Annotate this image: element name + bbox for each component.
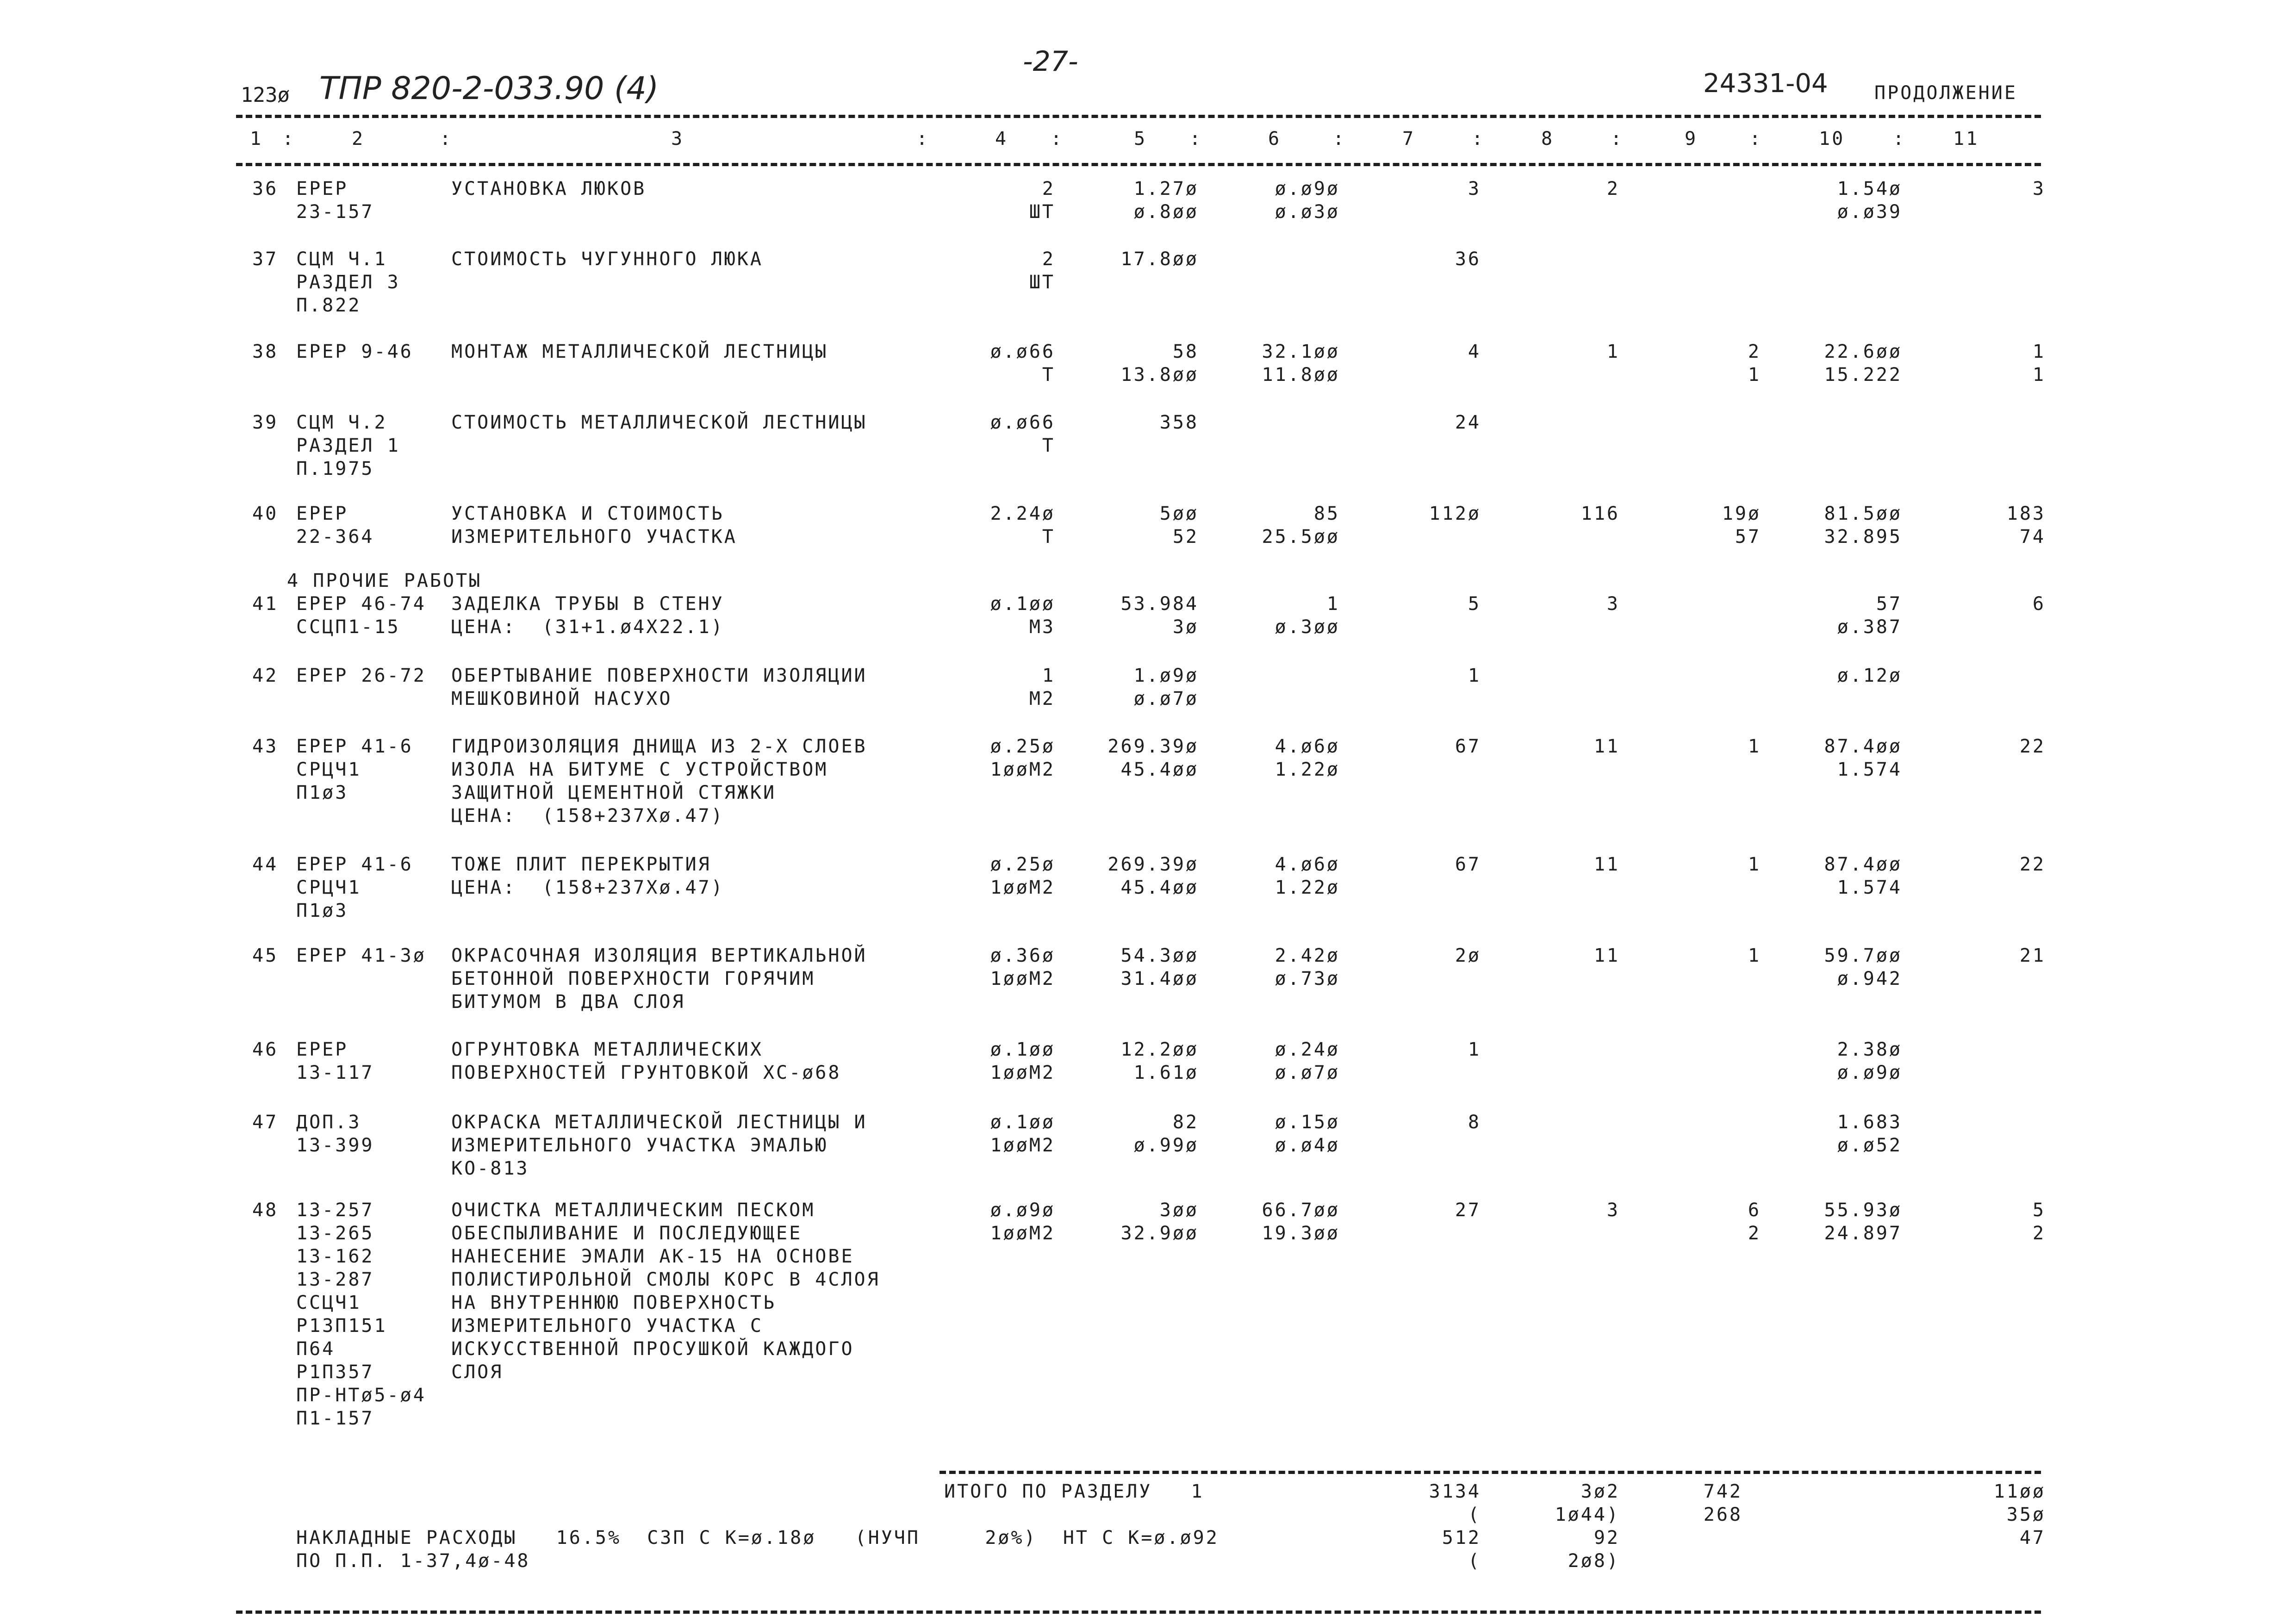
column-header-7: 7 xyxy=(1402,128,1416,149)
cell-c8: 3 xyxy=(1606,1200,1620,1221)
cell-desc: ОКРАСКА МЕТАЛЛИЧЕСКОЙ ЛЕСТНИЦЫ И xyxy=(451,1112,867,1133)
row-number: 44 xyxy=(252,854,279,875)
cell-c8: 3 xyxy=(1606,593,1620,615)
cell-desc: НА ВНУТРЕННЮЮ ПОВЕРХНОСТЬ xyxy=(451,1292,777,1313)
cell-code: ЕРЕР 46-74 xyxy=(296,593,426,615)
section-heading: 4 ПРОЧИЕ РАБОТЫ xyxy=(287,570,482,591)
cell-c4: 1øøМ2 xyxy=(990,1223,1055,1244)
cell-c10: ø.ø39 xyxy=(1837,201,1902,223)
cell-c6: 4.ø6ø xyxy=(1275,736,1340,757)
cell-c6: 4.ø6ø xyxy=(1275,854,1340,875)
cell-code: ССЦП1-15 xyxy=(296,616,400,638)
cell-c10: ø.12ø xyxy=(1837,665,1902,686)
cell-desc: ИЗМЕРИТЕЛЬНОГО УЧАСТКА ЭМАЛЬЮ xyxy=(451,1135,828,1156)
cell-c4: 1øøМ2 xyxy=(990,1062,1055,1083)
row-number: 45 xyxy=(252,945,279,966)
cell-desc: СЛОЯ xyxy=(451,1362,504,1383)
cell-c10: ø.387 xyxy=(1837,616,1902,638)
cell-c11: 1 xyxy=(2032,364,2046,386)
cell-c5: 3øø xyxy=(1159,1200,1199,1221)
cell-c6: 25.5øø xyxy=(1262,526,1340,547)
cell-c5: 17.8øø xyxy=(1120,249,1199,270)
cell-c6: ø.ø4ø xyxy=(1275,1135,1340,1156)
cell-desc: НАНЕСЕНИЕ ЭМАЛИ АК-15 НА ОСНОВЕ xyxy=(451,1246,854,1267)
cell-c4: Т xyxy=(1042,435,1055,456)
cell-c7: 36 xyxy=(1455,249,1481,270)
totals-rule xyxy=(940,1471,2041,1474)
overhead-line: НАКЛАДНЫЕ РАСХОДЫ 16.5% СЗП С К=ø.18ø (НУЧП 2ø%) НТ С К=ø.ø92 xyxy=(296,1527,1219,1548)
cell-code: ЕРЕР xyxy=(296,503,348,524)
header-rule-top xyxy=(236,115,2041,118)
row-number: 48 xyxy=(252,1200,279,1221)
cell-c10: 1.574 xyxy=(1837,759,1902,780)
cell-c10: ø.ø9ø xyxy=(1837,1062,1902,1083)
cell-c10: 55.93ø xyxy=(1824,1200,1902,1221)
cell-c4: М2 xyxy=(1029,688,1055,709)
cell-desc: ЗАДЕЛКА ТРУБЫ В СТЕНУ xyxy=(451,593,724,615)
cell-c5: 52 xyxy=(1172,526,1199,547)
cell-c5: 53.984 xyxy=(1120,593,1199,615)
cell-desc: КО-813 xyxy=(451,1158,529,1179)
cell-c11: 6 xyxy=(2032,593,2046,615)
cell-c4: Т xyxy=(1042,364,1055,386)
cell-c5: 269.39ø xyxy=(1108,854,1199,875)
cell-desc: ПОЛИСТИРОЛЬНОЙ СМОЛЫ КОРС В 4СЛОЯ xyxy=(451,1269,880,1290)
cell-c11: 1 xyxy=(2032,341,2046,362)
cell-c11: 3 xyxy=(2032,178,2046,199)
cell-c10: 15.222 xyxy=(1824,364,1902,386)
column-separator: : xyxy=(916,128,930,149)
cell-c10: ø.942 xyxy=(1837,968,1902,989)
header-rule-bottom xyxy=(236,163,2041,166)
cell-c10: 1.54ø xyxy=(1837,178,1902,199)
cell-c9: 1 xyxy=(1748,854,1761,875)
cell-c4: 1øøМ2 xyxy=(990,1135,1055,1156)
cell-c8: 2 xyxy=(1606,178,1620,199)
cell-desc: МЕШКОВИНОЙ НАСУХО xyxy=(451,688,672,709)
cell-c7: 8 xyxy=(1468,1112,1481,1133)
column-header-11: 11 xyxy=(1953,128,1979,149)
cell-c5: 269.39ø xyxy=(1108,736,1199,757)
cell-c6: ø.ø7ø xyxy=(1275,1062,1340,1083)
cell-c8: 1 xyxy=(1606,341,1620,362)
cell-c9: 19ø xyxy=(1722,503,1761,524)
cell-c4: ШТ xyxy=(1029,201,1055,223)
totals-c8: 3ø2 xyxy=(1580,1481,1620,1502)
cell-code: Р13П151 xyxy=(296,1315,387,1337)
cell-desc: ОБЕСПЫЛИВАНИЕ И ПОСЛЕДУЮЩЕЕ xyxy=(451,1223,803,1244)
cell-c6: 2.42ø xyxy=(1275,945,1340,966)
cell-c5: 12.2øø xyxy=(1120,1039,1199,1060)
cell-desc: ЦЕНА: (158+237Хø.47) xyxy=(451,877,724,898)
cell-c4: ø.25ø xyxy=(990,854,1055,875)
cell-c4: 1øøМ2 xyxy=(990,968,1055,989)
cell-desc: ОЧИСТКА МЕТАЛЛИЧЕСКИМ ПЕСКОМ xyxy=(451,1200,815,1221)
column-header-1: 1 xyxy=(250,128,263,149)
cell-code: П.822 xyxy=(296,295,361,316)
cell-c9: 2 xyxy=(1748,341,1761,362)
cell-c6: 11.8øø xyxy=(1262,364,1340,386)
cell-c10: 24.897 xyxy=(1824,1223,1902,1244)
totals-c11: 11øø xyxy=(1993,1481,2046,1502)
column-header-4: 4 xyxy=(995,128,1008,149)
cell-desc: ИЗМЕРИТЕЛЬНОГО УЧАСТКА С xyxy=(451,1315,763,1337)
cell-code: 23-157 xyxy=(296,201,374,223)
cell-c4: ø.1øø xyxy=(990,1039,1055,1060)
totals-c7: ( xyxy=(1468,1504,1481,1525)
row-number: 47 xyxy=(252,1112,279,1133)
column-header-8: 8 xyxy=(1541,128,1555,149)
cell-code: Р1П357 xyxy=(296,1362,374,1383)
cell-code: СРЦЧ1 xyxy=(296,877,361,898)
column-header-10: 10 xyxy=(1819,128,1845,149)
cell-c4: ø.1øø xyxy=(990,1112,1055,1133)
cell-c8: 11 xyxy=(1593,736,1620,757)
cell-c7: 1 xyxy=(1468,665,1481,686)
cell-c10: 81.5øø xyxy=(1824,503,1902,524)
column-separator: : xyxy=(1333,128,1346,149)
cell-c10: 59.7øø xyxy=(1824,945,1902,966)
cell-code: ЕРЕР xyxy=(296,178,348,199)
cell-c6: ø.ø9ø xyxy=(1275,178,1340,199)
cell-c7: 5 xyxy=(1468,593,1481,615)
cell-desc: СТОИМОСТЬ МЕТАЛЛИЧЕСКОЙ ЛЕСТНИЦЫ xyxy=(451,412,867,433)
overhead-scope: ПО П.П. 1-37,4ø-48 xyxy=(296,1550,530,1572)
row-number: 40 xyxy=(252,503,279,524)
cell-c6: 1 xyxy=(1326,593,1340,615)
cell-code: СЦМ Ч.2 xyxy=(296,412,387,433)
overhead-c7: 512 xyxy=(1442,1527,1481,1548)
cell-c4: ø.ø66 xyxy=(990,341,1055,362)
column-separator: : xyxy=(1051,128,1064,149)
cell-code: ЕРЕР xyxy=(296,1039,348,1060)
cell-c4: ø.25ø xyxy=(990,736,1055,757)
row-number: 39 xyxy=(252,412,279,433)
doc-code: ТПР 820-2-033.90 (4) xyxy=(319,70,659,107)
cell-desc: ИЗМЕРИТЕЛЬНОГО УЧАСТКА xyxy=(451,526,737,547)
cell-code: П1ø3 xyxy=(296,900,348,921)
cell-c8: 11 xyxy=(1593,854,1620,875)
cell-c10: 22.6øø xyxy=(1824,341,1902,362)
cell-code: 13-287 xyxy=(296,1269,374,1290)
cell-c11: 21 xyxy=(2019,945,2046,966)
cell-c9: 57 xyxy=(1735,526,1761,547)
cell-code: 22-364 xyxy=(296,526,374,547)
cell-code: ЕРЕР 9-46 xyxy=(296,341,413,362)
cell-c4: ø.ø9ø xyxy=(990,1200,1055,1221)
cell-c5: 358 xyxy=(1159,412,1199,433)
cell-c7: 24 xyxy=(1455,412,1481,433)
column-separator: : xyxy=(1472,128,1485,149)
column-header-9: 9 xyxy=(1685,128,1698,149)
column-separator: : xyxy=(1611,128,1624,149)
cell-c5: ø.ø7ø xyxy=(1133,688,1199,709)
row-number: 37 xyxy=(252,249,279,270)
cell-c4: ø.ø66 xyxy=(990,412,1055,433)
row-number: 41 xyxy=(252,593,279,615)
overhead-c11: 47 xyxy=(2019,1527,2046,1548)
cell-c11: 2 xyxy=(2032,1223,2046,1244)
totals-c8: 1ø44) xyxy=(1555,1504,1620,1525)
cell-desc: ОБЕРТЫВАНИЕ ПОВЕРХНОСТИ ИЗОЛЯЦИИ xyxy=(451,665,867,686)
overhead-c7: ( xyxy=(1468,1550,1481,1572)
cell-c4: 2.24ø xyxy=(990,503,1055,524)
cell-c10: 32.895 xyxy=(1824,526,1902,547)
column-separator: : xyxy=(1189,128,1203,149)
column-separator: : xyxy=(282,128,296,149)
cell-c6: ø.15ø xyxy=(1275,1112,1340,1133)
cell-c11: 183 xyxy=(2006,503,2046,524)
cell-desc: ОКРАСОЧНАЯ ИЗОЛЯЦИЯ ВЕРТИКАЛЬНОЙ xyxy=(451,945,867,966)
cell-code: 13-162 xyxy=(296,1246,374,1267)
cell-c9: 1 xyxy=(1748,364,1761,386)
overhead-c8: 92 xyxy=(1593,1527,1620,1548)
column-separator: : xyxy=(440,128,453,149)
cell-c7: 2ø xyxy=(1455,945,1481,966)
cell-code: 13-117 xyxy=(296,1062,374,1083)
cell-c10: 2.38ø xyxy=(1837,1039,1902,1060)
cell-code: П1ø3 xyxy=(296,782,348,803)
cell-c5: 54.3øø xyxy=(1120,945,1199,966)
cell-c5: 5øø xyxy=(1159,503,1199,524)
cell-desc: УСТАНОВКА И СТОИМОСТЬ xyxy=(451,503,724,524)
cell-desc: ПОВЕРХНОСТЕЙ ГРУНТОВКОЙ ХС-ø68 xyxy=(451,1062,841,1083)
cell-c4: ø.36ø xyxy=(990,945,1055,966)
cell-c4: 2 xyxy=(1042,249,1055,270)
cell-c8: 116 xyxy=(1580,503,1620,524)
totals-c7: 3134 xyxy=(1429,1481,1481,1502)
cell-c5: 32.9øø xyxy=(1120,1223,1199,1244)
row-number: 38 xyxy=(252,341,279,362)
cell-desc: МОНТАЖ МЕТАЛЛИЧЕСКОЙ ЛЕСТНИЦЫ xyxy=(451,341,828,362)
cell-c6: 19.3øø xyxy=(1262,1223,1340,1244)
cell-c5: 3ø xyxy=(1172,616,1199,638)
cell-c4: М3 xyxy=(1029,616,1055,638)
doc-number: 24331-04 xyxy=(1703,68,1828,99)
cell-code: П1-157 xyxy=(296,1408,374,1429)
cell-c6: 85 xyxy=(1313,503,1340,524)
cell-code: П64 xyxy=(296,1338,336,1360)
cell-c6: 1.22ø xyxy=(1275,759,1340,780)
row-number: 36 xyxy=(252,178,279,199)
doc-prefix: 123ø xyxy=(241,83,290,107)
cell-code: СЦМ Ч.1 xyxy=(296,249,387,270)
cell-desc: ЦЕНА: (31+1.ø4Х22.1) xyxy=(451,616,724,638)
cell-c4: Т xyxy=(1042,526,1055,547)
cell-code: ССЦЧ1 xyxy=(296,1292,361,1313)
column-header-2: 2 xyxy=(352,128,365,149)
cell-desc: УСТАНОВКА ЛЮКОВ xyxy=(451,178,647,199)
cell-code: ПР-НТø5-ø4 xyxy=(296,1385,426,1406)
cell-desc: ИСКУССТВЕННОЙ ПРОСУШКОЙ КАЖДОГО xyxy=(451,1338,854,1360)
cell-code: ЕРЕР 41-6 xyxy=(296,736,413,757)
cell-code: РАЗДЕЛ 3 xyxy=(296,272,400,293)
column-separator: : xyxy=(1749,128,1763,149)
cell-c7: 4 xyxy=(1468,341,1481,362)
cell-c5: 45.4øø xyxy=(1120,759,1199,780)
cell-c6: ø.3øø xyxy=(1275,616,1340,638)
column-header-5: 5 xyxy=(1134,128,1147,149)
cell-c9: 1 xyxy=(1748,736,1761,757)
cell-c6: 66.7øø xyxy=(1262,1200,1340,1221)
cell-c9: 2 xyxy=(1748,1223,1761,1244)
cell-c10: 87.4øø xyxy=(1824,736,1902,757)
cell-c11: 22 xyxy=(2019,736,2046,757)
cell-c5: 1.ø9ø xyxy=(1133,665,1199,686)
cell-desc: СТОИМОСТЬ ЧУГУННОГО ЛЮКА xyxy=(451,249,763,270)
cell-c5: 82 xyxy=(1172,1112,1199,1133)
cell-desc: ГИДРОИЗОЛЯЦИЯ ДНИЩА ИЗ 2-Х СЛОЕВ xyxy=(451,736,867,757)
cell-code: РАЗДЕЛ 1 xyxy=(296,435,400,456)
cell-c10: 1.574 xyxy=(1837,877,1902,898)
cell-c5: 1.27ø xyxy=(1133,178,1199,199)
continuation-label: ПРОДОЛЖЕНИЕ xyxy=(1874,82,2017,104)
cell-c7: 3 xyxy=(1468,178,1481,199)
cell-code: 13-257 xyxy=(296,1200,374,1221)
page-number: -27- xyxy=(1023,45,1078,78)
cell-desc: БЕТОННОЙ ПОВЕРХНОСТИ ГОРЯЧИМ xyxy=(451,968,815,989)
cell-c6: ø.24ø xyxy=(1275,1039,1340,1060)
row-number: 43 xyxy=(252,736,279,757)
cell-desc: ЦЕНА: (158+237Хø.47) xyxy=(451,805,724,827)
cell-c7: 67 xyxy=(1455,854,1481,875)
cell-c4: 1 xyxy=(1042,665,1055,686)
cell-code: П.1975 xyxy=(296,458,374,479)
cell-c5: 45.4øø xyxy=(1120,877,1199,898)
cell-c11: 74 xyxy=(2019,526,2046,547)
cell-c5: 31.4øø xyxy=(1120,968,1199,989)
cell-code: ЕРЕР 26-72 xyxy=(296,665,426,686)
cell-c11: 22 xyxy=(2019,854,2046,875)
cell-c9: 1 xyxy=(1748,945,1761,966)
totals-label: ИТОГО ПО РАЗДЕЛУ 1 xyxy=(944,1481,1204,1502)
cell-c7: 1 xyxy=(1468,1039,1481,1060)
cell-c6: ø.73ø xyxy=(1275,968,1340,989)
row-number: 42 xyxy=(252,665,279,686)
cell-c5: ø.99ø xyxy=(1133,1135,1199,1156)
cell-c5: 13.8øø xyxy=(1120,364,1199,386)
cell-c5: 1.61ø xyxy=(1133,1062,1199,1083)
totals-c9: 268 xyxy=(1703,1504,1742,1525)
cell-desc: ОГРУНТОВКА МЕТАЛЛИЧЕСКИХ xyxy=(451,1039,763,1060)
cell-c4: 1øøМ2 xyxy=(990,877,1055,898)
cell-c6: 32.1øø xyxy=(1262,341,1340,362)
cell-c5: 58 xyxy=(1172,341,1199,362)
cell-code: ЕРЕР 41-3ø xyxy=(296,945,426,966)
cell-c4: ø.1øø xyxy=(990,593,1055,615)
cell-c9: 6 xyxy=(1748,1200,1761,1221)
column-separator: : xyxy=(1893,128,1906,149)
cell-c7: 112ø xyxy=(1429,503,1481,524)
totals-c9: 742 xyxy=(1703,1481,1742,1502)
cell-c7: 27 xyxy=(1455,1200,1481,1221)
cell-c10: 1.683 xyxy=(1837,1112,1902,1133)
cell-c5: ø.8øø xyxy=(1133,201,1199,223)
cell-desc: ИЗОЛА НА БИТУМЕ С УСТРОЙСТВОМ xyxy=(451,759,828,780)
row-number: 46 xyxy=(252,1039,279,1060)
cell-code: ЕРЕР 41-6 xyxy=(296,854,413,875)
column-header-3: 3 xyxy=(671,128,684,149)
cell-desc: БИТУМОМ В ДВА СЛОЯ xyxy=(451,991,685,1013)
cell-c7: 67 xyxy=(1455,736,1481,757)
column-header-6: 6 xyxy=(1268,128,1282,149)
cell-c8: 11 xyxy=(1593,945,1620,966)
cell-c10: 87.4øø xyxy=(1824,854,1902,875)
cell-code: ДОП.3 xyxy=(296,1112,361,1133)
cell-c10: ø.ø52 xyxy=(1837,1135,1902,1156)
cell-code: 13-265 xyxy=(296,1223,374,1244)
cell-c6: 1.22ø xyxy=(1275,877,1340,898)
cell-desc: ТОЖЕ ПЛИТ ПЕРЕКРЫТИЯ xyxy=(451,854,711,875)
cell-c4: ШТ xyxy=(1029,272,1055,293)
cell-c11: 5 xyxy=(2032,1200,2046,1221)
cell-code: 13-399 xyxy=(296,1135,374,1156)
cell-c10: 57 xyxy=(1876,593,1902,615)
footer-rule xyxy=(236,1611,2041,1614)
cell-desc: ЗАЩИТНОЙ ЦЕМЕНТНОЙ СТЯЖКИ xyxy=(451,782,777,803)
cell-c4: 2 xyxy=(1042,178,1055,199)
overhead-c8: 2ø8) xyxy=(1568,1550,1620,1572)
cell-code: СРЦЧ1 xyxy=(296,759,361,780)
totals-c11: 35ø xyxy=(2006,1504,2046,1525)
cell-c6: ø.ø3ø xyxy=(1275,201,1340,223)
cell-c4: 1øøМ2 xyxy=(990,759,1055,780)
